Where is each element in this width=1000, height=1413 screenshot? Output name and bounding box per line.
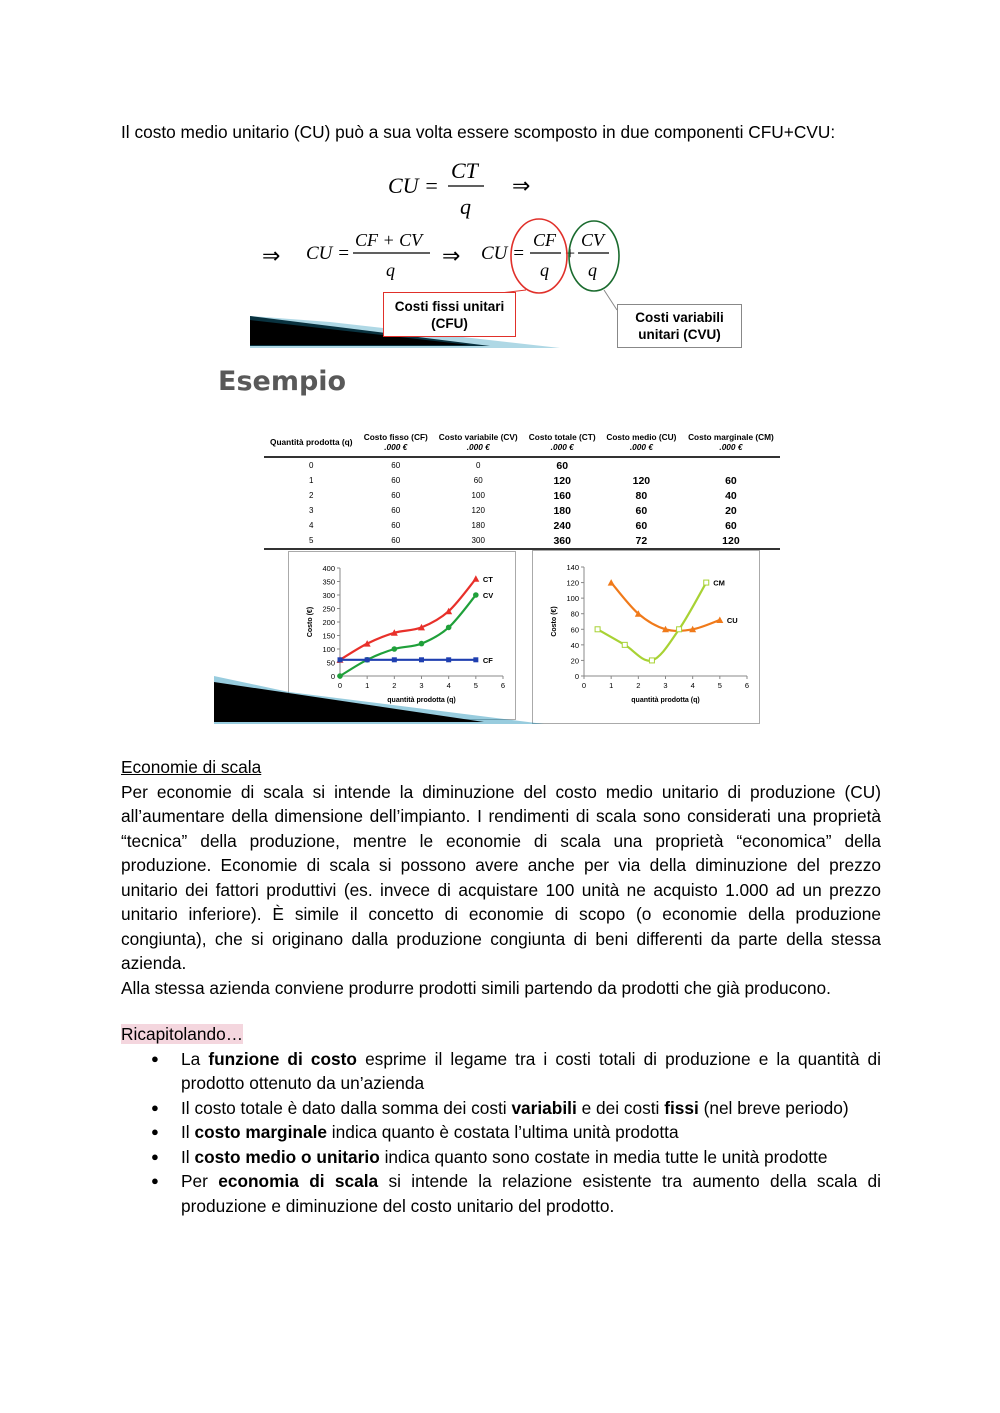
x-tick-label: 0 [337,681,343,690]
y-tick-label: 300 [322,591,335,600]
x-tick-label: 3 [419,681,424,690]
x-tick-label: 2 [636,681,641,690]
data-point-cv [473,592,479,598]
table-cell: 1 [309,476,314,485]
formula-q-3: q [540,260,549,280]
y-tick-label: 20 [570,656,579,666]
series-label-cf: CF [482,655,493,665]
y-tick-label: 50 [326,658,335,668]
series-line-cu [611,583,720,631]
series-label-ct: CT [482,574,493,584]
y-axis-label: Costo (€) [307,606,314,638]
table-cell: 2 [309,491,314,500]
table-cell: 120 [682,533,780,549]
list-item: ● La funzione di costo esprime il legame tra i costi totali di produzione e la quantità di prodotto ottenuto da un’azienda [121,1047,881,1096]
series-label-cm: CM [713,578,725,588]
table-row [264,503,780,518]
data-point-cv [419,641,425,647]
y-tick-label: 150 [322,631,335,641]
formula-cf: CF [533,230,557,250]
x-tick-label: 2 [392,681,397,690]
table-cell: 80 [635,489,648,502]
x-tick-label: 1 [365,681,370,690]
x-tick-label: 5 [473,681,478,690]
arrow-3: ⇒ [442,244,461,269]
unit-marginal-cost-chart [533,551,757,721]
table-cell: 60 [725,519,737,532]
col-header: Costo totale (CT) .000 € [524,428,601,457]
data-point-cu [608,579,615,586]
col-header: Quantità prodotta (q) [264,428,359,457]
economie-heading: Economie di scala [121,757,262,777]
data-point-cf [338,657,343,662]
x-tick-label: 4 [446,681,451,690]
y-tick-label: 100 [322,645,335,654]
y-tick-label: 250 [322,604,335,614]
cvu-label-box [617,304,742,348]
list-item: ● Il costo marginale indica quanto è costata l’ultima unità prodotta [121,1120,881,1145]
x-axis-label: quantità prodotta (q) [631,697,700,704]
col-header: Costo marginale (CM) .000 € [682,428,780,457]
cvu-label: Costi variabili unitari (CVU) [635,310,724,342]
data-point-cm [704,580,709,585]
data-point-cf [365,657,370,662]
table-cell: 60 [635,504,648,517]
col-header: Costo medio (CU) .000 € [601,428,682,457]
table-cell [601,457,682,473]
table-header-row [264,428,780,457]
table-cell: 0 [476,461,481,470]
data-point-ct [472,575,479,582]
table-cell: 60 [635,519,648,532]
list-item: ● Il costo medio o unitario indica quanto sono costate in media tutte le unità prodotte [121,1145,881,1170]
y-tick-label: 120 [566,578,579,588]
x-tick-label: 6 [744,681,750,690]
recap-section [121,1022,881,1218]
data-point-cf [446,657,451,662]
table-cell: 60 [473,476,483,485]
table-cell: 160 [553,489,571,502]
formula-cu-eq-1: CU = [388,173,439,198]
x-tick-label: 0 [581,681,587,690]
table-cell: 120 [471,506,485,515]
y-tick-label: 100 [566,594,579,604]
formula-cf-plus-cv: CF + CV [355,230,423,250]
table-cell: 72 [601,533,682,549]
list-item: ● Per economia di scala si intende la relazione esistente tra aumento della scala di produzione e diminuzione del costo unitario del prodotto. [121,1169,881,1218]
formula-ct: CT [451,158,478,183]
recap-heading: Ricapitolando… [121,1024,243,1044]
data-point-cv [392,646,398,652]
table-cell [682,457,780,473]
table-row [264,518,780,533]
y-tick-label: 60 [570,625,579,635]
data-point-cm [595,627,600,632]
col-header: Costo fisso (CF) .000 € [359,428,433,457]
formula-cu-eq-2: CU = [306,243,350,264]
economie-paragraph: Per economie di scala si intende la diminuzione del costo medio unitario di produzione (CU) all’aumentare della dimensione dell’impianto. I rendimenti di scala sono considerati una proprietà “tecnica” della produzione, mentre le economie di scala una proprietà “economica” della produzione. Economie di scala si possono avere anche per via della diminuzione del prezzo unitario dei fattori produttivi (es. invece di acquistare 100 unità ne acquisto 1.000 ad un prezzo unitario inferiore). È simile il concetto di economie di scopo (o economie della produzione congiunta), che si originano dalla produzione congiunta di beni differenti da parte della stessa azienda. [121,781,881,973]
table-cell: 240 [553,519,571,532]
table-cell: 120 [553,474,571,487]
data-point-cv [446,625,452,631]
col-header: Costo variabile (CV) .000 € [433,428,524,457]
table-cell: 4 [309,521,314,530]
cvu-connector [604,290,617,310]
table-cell: 60 [725,474,737,487]
table-cell: 120 [632,474,651,487]
intro-paragraph: Il costo medio unitario (CU) può a sua volta essere scomposto in due componenti CFU+CVU: [121,122,836,142]
table-row [264,488,780,503]
data-point-cv [337,673,343,679]
series-line-cv [340,595,476,676]
series-label-cv: CV [482,591,494,600]
cfu-label: Costi fissi unitari (CFU) [394,298,505,331]
table-cell: 3 [309,506,314,515]
cost-table [264,428,780,550]
y-tick-label: 400 [322,564,335,573]
cfu-label-box [383,292,516,337]
table-cell: 60 [391,476,401,485]
data-point-cf [392,657,397,662]
table-cell: 60 [359,533,433,549]
x-axis-label: quantità prodotta (q) [387,697,456,704]
table-row [264,457,780,473]
arrow-2: ⇒ [262,244,281,269]
y-tick-label: 200 [322,618,335,627]
data-point-cm [649,658,654,663]
table-cell: 300 [433,533,524,549]
x-tick-label: 6 [500,681,506,690]
list-item: ● Il costo totale è dato dalla somma dei costi variabili e dei costi fissi (nel breve periodo) [121,1096,881,1121]
formula-cv: CV [581,230,605,250]
table-cell: 0 [309,461,314,470]
esempio-title: Esempio [218,366,347,397]
table-cell: 5 [264,533,359,549]
table-cell: 180 [553,504,571,517]
formula-cu-eq-3: CU = [481,243,525,264]
table-cell: 60 [556,459,569,472]
x-tick-label: 1 [609,681,614,690]
formula-plus: + [565,243,576,263]
table-row [264,533,780,549]
y-tick-label: 350 [322,577,335,587]
table-cell: 40 [725,489,737,502]
table-cell: 60 [391,506,401,515]
total-cost-chart [289,552,513,717]
y-axis-label: Costo (€) [551,606,558,637]
recap-list [121,1047,881,1219]
data-point-cf [419,657,424,662]
data-point-cm [622,642,627,647]
table-cell: 360 [524,533,601,549]
data-point-cf [473,657,478,662]
table-cell: 180 [471,521,485,530]
formula-q-4: q [588,260,597,280]
y-tick-label: 0 [330,672,335,681]
formula-q-2: q [386,260,395,280]
y-tick-label: 0 [574,672,579,681]
economie-paragraph-2: Alla stessa azienda conviene produrre prodotti simili partendo da prodotti che già producono. [121,977,831,998]
table-cell: 100 [471,491,485,500]
y-tick-label: 80 [570,609,579,619]
table-cell: 20 [725,504,737,517]
x-tick-label: 3 [663,681,668,690]
formula-q-1: q [460,194,471,219]
x-tick-label: 4 [690,681,695,690]
table-cell: 60 [391,521,401,530]
data-point-cm [677,627,682,632]
y-tick-label: 140 [566,563,579,572]
economie-section [121,755,881,1000]
arrow-1: ⇒ [512,174,531,199]
series-line-cm [598,583,707,661]
series-label-cu: CU [726,615,738,625]
y-tick-label: 40 [570,640,579,650]
x-tick-label: 5 [717,681,722,690]
table-cell: 60 [391,461,401,470]
table-cell: 60 [391,491,401,500]
table-row [264,473,780,488]
